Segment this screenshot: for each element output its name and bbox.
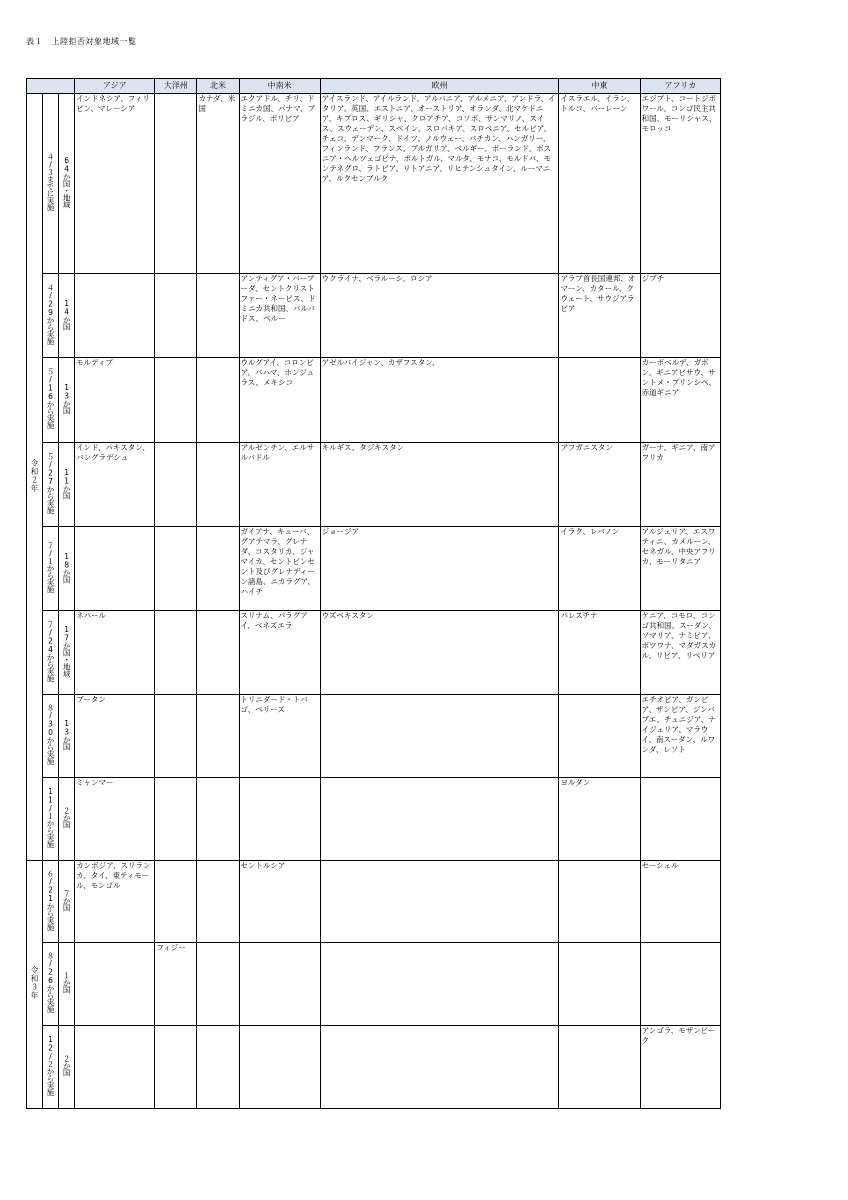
latin-america-cell: アンティグア・バーブーダ、セントクリストファー・ネービス、ドミニカ共和国、バルバドス、ペルー (239, 274, 320, 358)
table-row (27, 443, 721, 527)
oceania-cell (155, 695, 197, 778)
date-cell: ４/３までに実施 (43, 94, 59, 274)
north-america-cell (197, 695, 239, 778)
europe-cell (320, 943, 559, 1026)
north-america-cell (197, 358, 239, 443)
africa-cell: カーボベルデ、ガボン、ギニアビサウ、サントメ・プリンシペ、赤道ギニア (640, 358, 720, 443)
asia-cell (75, 1026, 155, 1109)
header-north-america: 北米 (197, 79, 239, 94)
middle-east-cell: パレスチナ (559, 611, 640, 695)
latin-america-cell: アルゼンチン、エルサルバドル (239, 443, 320, 527)
middle-east-cell: ヨルダン (559, 778, 640, 861)
asia-cell: インド、パキスタン、バングラデシュ (75, 443, 155, 527)
middle-east-cell: アフガニスタン (559, 443, 640, 527)
count-cell: ２か国 (59, 1026, 75, 1109)
header-africa: アフリカ (640, 79, 720, 94)
date-cell: ５/16から実施 (43, 358, 59, 443)
europe-cell: ウズベキスタン (320, 611, 559, 695)
africa-cell: セーシェル (640, 861, 720, 943)
latin-america-cell: ガイアナ、キューバ、グアテマラ、グレナダ、コスタリカ、ジャマイカ、セントビンセント及びグレナディーン諸島、ニカラグア、ハイチ (239, 527, 320, 611)
asia-cell: モルディブ (75, 358, 155, 443)
middle-east-cell (559, 861, 640, 943)
asia-cell (75, 943, 155, 1026)
count-cell: 18か国 (59, 527, 75, 611)
europe-cell (320, 778, 559, 861)
latin-america-cell: エクアドル、チリ、ドミニカ国、パナマ、ブラジル、ボリビア (239, 94, 320, 274)
header-asia: アジア (75, 79, 155, 94)
europe-cell: アゼルバイジャン、カザフスタン、 (320, 358, 559, 443)
header-latin-america: 中南米 (239, 79, 320, 94)
middle-east-cell (559, 1026, 640, 1109)
north-america-cell (197, 274, 239, 358)
latin-america-cell: トリニダード・トバゴ、ベリーズ (239, 695, 320, 778)
header-middle-east: 中東 (559, 79, 640, 94)
oceania-cell (155, 778, 197, 861)
count-cell: 13か国 (59, 695, 75, 778)
table-row (27, 94, 721, 274)
asia-cell: ミャンマー (75, 778, 155, 861)
europe-cell: ウクライナ、ベラルーシ、ロシア (320, 274, 559, 358)
latin-america-cell (239, 1026, 320, 1109)
asia-cell: ネパール (75, 611, 155, 695)
europe-cell (320, 1026, 559, 1109)
middle-east-cell (559, 358, 640, 443)
africa-cell (640, 778, 720, 861)
table-row (27, 358, 721, 443)
date-cell: ７/１から実施 (43, 527, 59, 611)
north-america-cell (197, 443, 239, 527)
entry-denial-table (26, 78, 721, 1109)
middle-east-cell: アラブ首長国連邦、オマーン、カタール、クウェート、サウジアラビア (559, 274, 640, 358)
north-america-cell (197, 861, 239, 943)
north-america-cell: カナダ、米国 (197, 94, 239, 274)
oceania-cell (155, 611, 197, 695)
date-cell: ５/27から実施 (43, 443, 59, 527)
asia-cell (75, 274, 155, 358)
asia-cell: カンボジア、スリランカ、タイ、東ティモール、モンゴル (75, 861, 155, 943)
table-caption: 表１ 上陸拒否対象地域一覧 (26, 37, 137, 46)
africa-cell: ジブチ (640, 274, 720, 358)
header-row (27, 79, 721, 94)
table-row (27, 611, 721, 695)
count-cell: ７か国 (59, 861, 75, 943)
date-cell: ４/29から実施 (43, 274, 59, 358)
table-row (27, 527, 721, 611)
count-cell: １か国 (59, 943, 75, 1026)
latin-america-cell: ウルグアイ、コロンビア、バハマ、ホンジュラス、メキシコ (239, 358, 320, 443)
latin-america-cell (239, 943, 320, 1026)
oceania-cell (155, 1026, 197, 1109)
header-corner (27, 79, 75, 94)
header-oceania: 大洋州 (155, 79, 197, 94)
north-america-cell (197, 943, 239, 1026)
latin-america-cell: スリナム、パラグアイ、ベネズエラ (239, 611, 320, 695)
oceania-cell (155, 443, 197, 527)
count-cell: 14か国 (59, 274, 75, 358)
oceania-cell (155, 358, 197, 443)
latin-america-cell: セントルシア (239, 861, 320, 943)
europe-cell (320, 861, 559, 943)
middle-east-cell: イスラエル、イラン、トルコ、バーレーン (559, 94, 640, 274)
middle-east-cell: イラク、レバノン (559, 527, 640, 611)
asia-cell: インドネシア、フィリピン、マレーシア (75, 94, 155, 274)
oceania-cell: フィジー (155, 943, 197, 1026)
date-cell: ７/24から実施 (43, 611, 59, 695)
north-america-cell (197, 527, 239, 611)
table-row (27, 778, 721, 861)
oceania-cell (155, 527, 197, 611)
oceania-cell (155, 94, 197, 274)
date-cell: ６/21から実施 (43, 861, 59, 943)
count-cell: 17か国・地域 (59, 611, 75, 695)
north-america-cell (197, 778, 239, 861)
date-cell: 11/１から実施 (43, 778, 59, 861)
africa-cell: ケニア、コモロ、コンゴ共和国、スーダン、ソマリア、ナミビア、ボツワナ、マダガスカル、リビア、リベリア (640, 611, 720, 695)
table-row (27, 861, 721, 943)
date-cell: 12/２から実施 (43, 1026, 59, 1109)
africa-cell: アンゴラ、モザンビーク (640, 1026, 720, 1109)
date-cell: ８/30から実施 (43, 695, 59, 778)
africa-cell: アルジェリア、エスワティニ、カメルーン、セネガル、中央アフリカ、モーリタニア (640, 527, 720, 611)
table-row (27, 1026, 721, 1109)
latin-america-cell (239, 778, 320, 861)
north-america-cell (197, 611, 239, 695)
oceania-cell (155, 861, 197, 943)
table-row (27, 943, 721, 1026)
africa-cell: エジプト、コートジボワール、コンゴ民主共和国、モーリシャス、モロッコ (640, 94, 720, 274)
asia-cell (75, 527, 155, 611)
header-europe: 欧州 (320, 79, 559, 94)
europe-cell (320, 695, 559, 778)
europe-cell: アイスランド、アイルランド、アルバニア、アルメニア、アンドラ、イタリア、英国、エストニア、オーストリア、オランダ、北マケドニア、キプロス、ギリシャ、クロアチア、コソボ、サンマリノ、スイス、スウェーデン、スペイン、スロバキア、スロベニア、セルビア、チェコ、デンマーク、ドイツ、ノルウェー、バチカン、ハンガリー、フィンランド、フランス、ブルガリア、ベルギー、ポーランド、ボスニア・ヘルツェゴビナ、ポルトガル、マルタ、モナコ、モルドバ、モンテネグロ、ラトビア、リトアニア、リヒテンシュタイン、ルーマニア、ルクセンブルク (320, 94, 559, 274)
north-america-cell (197, 1026, 239, 1109)
europe-cell: キルギス、タジキスタン (320, 443, 559, 527)
date-cell: ８/26から実施 (43, 943, 59, 1026)
africa-cell (640, 943, 720, 1026)
count-cell: 11か国 (59, 443, 75, 527)
oceania-cell (155, 274, 197, 358)
europe-cell: ジョージア (320, 527, 559, 611)
africa-cell: エチオピア、ガンビア、ザンビア、ジンバブエ、チュニジア、ナイジェリア、マラウイ、南スーダン、ルワンダ、レソト (640, 695, 720, 778)
count-cell: ２か国 (59, 778, 75, 861)
count-cell: 64か国・地域 (59, 94, 75, 274)
table-row (27, 274, 721, 358)
table-row (27, 695, 721, 778)
year-cell-reiwa3: 令和３年 (27, 861, 43, 1109)
middle-east-cell (559, 695, 640, 778)
asia-cell: ブータン (75, 695, 155, 778)
africa-cell: ガーナ、ギニア、南アフリカ (640, 443, 720, 527)
middle-east-cell (559, 943, 640, 1026)
year-cell-reiwa2: 令和２年 (27, 94, 43, 861)
count-cell: 13か国 (59, 358, 75, 443)
